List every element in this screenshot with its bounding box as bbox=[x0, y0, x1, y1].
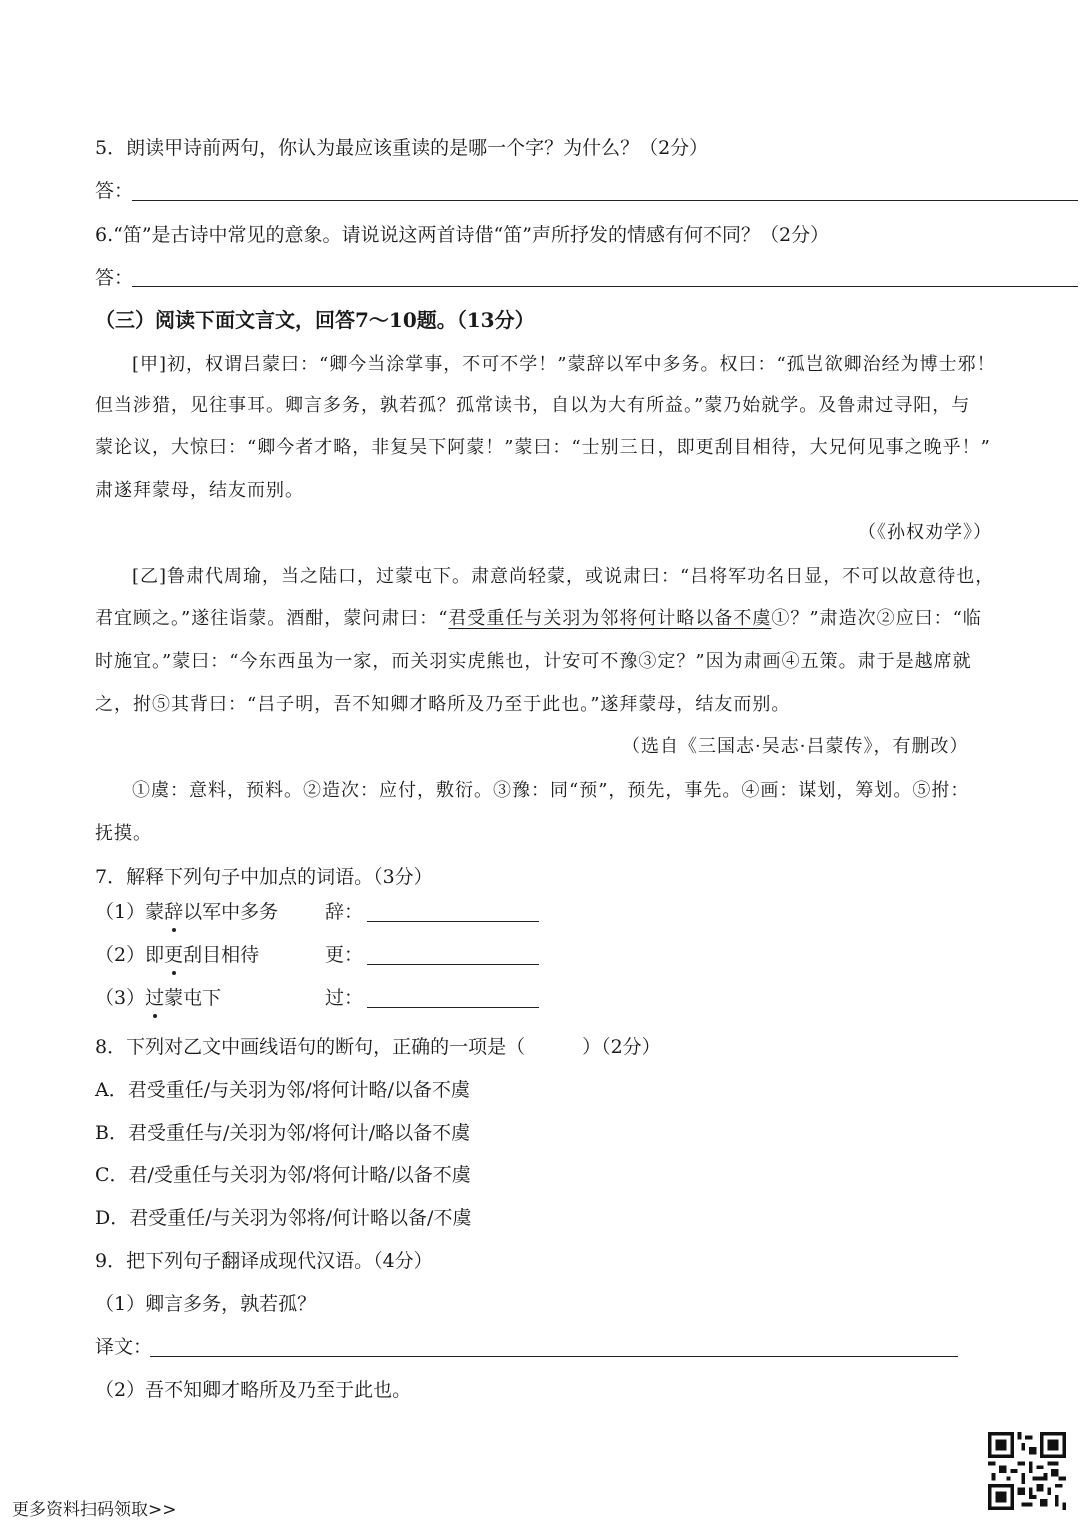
q7-item-3-answer bbox=[325, 984, 539, 1012]
passage-jia-line-1: [甲]初，权谓吕蒙曰：“卿今当涂掌事，不可不学！”蒙辞以军中多务。权曰：“孤岂欲卿治经为博士邪！ bbox=[132, 354, 996, 375]
passage-yi-line-1: [乙]鲁肃代周瑜，当之陆口，过蒙屯下。肃意尚轻蒙，或说肃曰：“吕将军功名日显，不可以故意待也， bbox=[132, 566, 995, 587]
q8-option-c[interactable]: C．君/受重任与关羽为邻/将何计略/以备不虞 bbox=[95, 1164, 471, 1186]
q7-item-2-label: 更： bbox=[325, 944, 364, 966]
q7-item-1-post: 以军中多务 bbox=[183, 901, 279, 923]
q7-item-3-num: （3） bbox=[95, 987, 146, 1009]
q7-item-1-pre: 蒙 bbox=[145, 901, 165, 923]
q7-item-1-num: （1） bbox=[95, 901, 146, 923]
q7-item-2-post: 刮目相待 bbox=[183, 944, 260, 966]
section-title: （三）阅读下面文言文，回答7～10题。（13分） bbox=[95, 308, 535, 332]
q8-option-b[interactable]: B．君受重任与/关羽为邻/将何计/略以备不虞 bbox=[95, 1122, 471, 1144]
q5-answer-label: 答： bbox=[95, 180, 134, 202]
passage-yi-line-3: 时施宜。”蒙曰：“今东西虽为一家，而关羽实虎熊也，计安可不豫③定？”因为肃画④五策。肃于是越席就 bbox=[95, 651, 972, 672]
q7-item-1-dotted-word: 辞 bbox=[164, 898, 183, 926]
q5-question: 5．朗读甲诗前两句，你认为最应该重读的是哪一个字？为什么？（2分） bbox=[95, 137, 709, 159]
q7-question: 7．解释下列句子中加点的词语。（3分） bbox=[95, 866, 433, 888]
q8-option-d[interactable]: D．君受重任/与关羽为邻将/何计略以备/不虞 bbox=[95, 1207, 472, 1229]
passage-jia-line-3: 蒙论议，大惊曰：“卿今者才略，非复吴下阿蒙！”蒙曰：“士别三日，即更刮目相待，大兄何见事之晚乎！” bbox=[95, 437, 991, 458]
q7-item-2-blank[interactable] bbox=[367, 946, 539, 965]
notes-line-1: ①虞：意料，预料。②造次：应付，敷衍。③豫：同“预”，预先，事先。④画：谋划，筹划。⑤拊： bbox=[132, 780, 970, 801]
qr-code-icon[interactable] bbox=[988, 1432, 1066, 1510]
q7-item-1-label: 辞： bbox=[325, 901, 364, 923]
notes-line-2: 抚摸。 bbox=[95, 823, 152, 844]
q7-item-1-answer bbox=[325, 898, 539, 926]
q7-item-1 bbox=[95, 898, 278, 926]
q9-item-1: （1）卿言多务，孰若孤？ bbox=[95, 1293, 317, 1315]
q7-item-1-blank[interactable] bbox=[367, 903, 539, 922]
passage-yi-line-2-end: ①？”肃造次②应曰：“临 bbox=[771, 608, 982, 629]
q6-answer-line[interactable] bbox=[132, 286, 1078, 287]
q7-item-3-label: 过： bbox=[325, 987, 364, 1009]
q9-translation-label: 译文： bbox=[95, 1336, 153, 1358]
q7-item-2-answer bbox=[325, 941, 539, 969]
passage-jia-source: （《孙权劝学》） bbox=[858, 522, 992, 543]
q9-item-2: （2）吾不知卿才略所及乃至于此也。 bbox=[95, 1379, 412, 1401]
passage-jia-line-4: 肃遂拜蒙母，结友而别。 bbox=[95, 480, 304, 501]
q7-item-2-dotted-word: 更 bbox=[164, 941, 183, 969]
passage-yi-source: （选自《三国志·吴志·吕蒙传》，有删改） bbox=[622, 736, 969, 757]
footer-text[interactable]: 更多资料扫码领取>> bbox=[12, 1500, 177, 1520]
q6-answer-label: 答： bbox=[95, 267, 134, 289]
q7-item-3 bbox=[95, 984, 221, 1012]
q7-item-2-num: （2） bbox=[95, 944, 146, 966]
passage-yi-line-2 bbox=[95, 605, 982, 633]
passage-yi-line-4: 之，拊⑤其背曰：“吕子明，吾不知卿才略所及乃至于此也。”遂拜蒙母，结友而别。 bbox=[95, 694, 791, 715]
underlined-sentence: 君受重任与关羽为邻将何计略以备不虞 bbox=[448, 608, 772, 629]
q6-question: 6.“笛”是古诗中常见的意象。请说说这两首诗借“笛”声所抒发的情感有何不同？（2分） bbox=[95, 224, 830, 246]
q7-item-3-blank[interactable] bbox=[367, 989, 539, 1008]
passage-yi-line-2-start: 君宜顾之。”遂往诣蒙。酒酣，蒙问肃曰：“ bbox=[95, 608, 449, 629]
q7-item-2-pre: 即 bbox=[145, 944, 165, 966]
q7-item-3-dotted-word: 过 bbox=[145, 984, 164, 1012]
q9-translation-line[interactable] bbox=[150, 1356, 958, 1357]
q8-option-a[interactable]: A．君受重任/与关羽为邻/将何计略/以备不虞 bbox=[95, 1079, 470, 1101]
q7-item-2 bbox=[95, 941, 259, 969]
q7-item-3-post: 蒙屯下 bbox=[164, 987, 222, 1009]
q5-answer-line[interactable] bbox=[132, 200, 1078, 201]
passage-jia-line-2: 但当涉猎，见往事耳。卿言多务，孰若孤？孤常读书，自以为大有所益。”蒙乃始就学。及鲁肃过寻阳，与 bbox=[95, 395, 971, 416]
q8-question: 8．下列对乙文中画线语句的断句，正确的一项是（ ）（2分） bbox=[95, 1036, 661, 1058]
q9-question: 9．把下列句子翻译成现代汉语。（4分） bbox=[95, 1250, 433, 1272]
